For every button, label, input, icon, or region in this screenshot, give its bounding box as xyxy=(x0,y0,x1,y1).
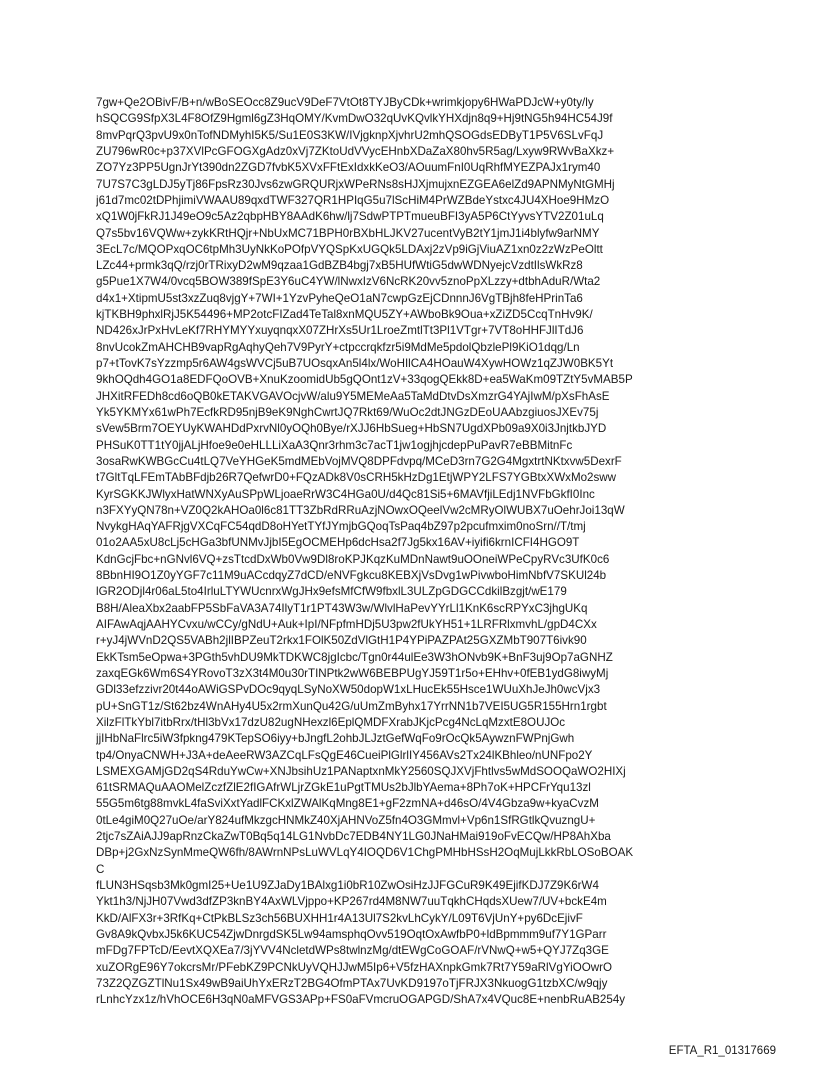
text-line: n3FXYyQN78n+VZ0Q2kAHOa0l6c81TT3ZbRdRRuAzjNOwxOQeelVw2cMRyOlWUBX7uOehrJoi13qW xyxy=(96,503,625,517)
text-line: 73Z2QZGZTlNu1Sx49wB9aiUhYxERzT2BG4OfmPTAx7UvKD9197oTjFRJX3NkuogG1tzbXC/w9qjy xyxy=(96,976,608,990)
text-line: LZc44+prmk3qQ/rzj0rTRixyD2wM9qzaa1GdBZB4bgj7xB5HUfWtiG5dwWDNyejcVzdtIlsWkRz8 xyxy=(96,259,583,273)
text-line: ND426xJrPxHvLeKf7RHYMYYxuyqnqxX07ZHrXs5Ur1LroeZmtlTt3Pl1VTgr+7VT8oHHFJlITdJ6 xyxy=(96,324,584,338)
text-line: sVew5Brm7OEYUyKWAHDdPxrvNl0yOQh0Bye/rXJJ6HbSueg+HbSN7UgdXPb09a9X0i3JnjtkbJYD xyxy=(96,422,607,436)
text-line: Yk5YKMYx61wPh7EcfkRD95njB9eK9NghCwrtJQ7Rkt69/WuOc2dtJNGzDEoUAAbzgiuosJXEv75j xyxy=(96,405,599,419)
document-id-footer: EFTA_R1_01317669 xyxy=(668,1045,776,1057)
text-line: hSQCG9SfpX3L4F8OfZ9Hgml6gZ3HqOMY/KvmDwO32qUvKQvlkYHXdjn8q9+Hj9tNG5h94HC54J9f xyxy=(96,112,613,126)
text-line: LSMEXGAMjGD2qS4RduYwCw+XNJbsihUz1PANaptxnMkY2560SQJXVjFhtlvs5wMdSOOQaWO2HIXj xyxy=(96,764,626,778)
text-line: 55G5m6tg88mvkL4faSviXxtYadlFCKxlZWAlKqMng8E1+gF2zmNA+d46sO/4V4Gbza9w+kyaCvzM xyxy=(96,797,599,811)
text-line: r+yJ4jWVnD2QS5VABh2jlIBPZeuT2rkx1FOlK50ZdVlGtH1P4YPiPAZPAt25GXZMbT907T6ivk90 xyxy=(96,634,587,648)
text-line: t7GltTqLFEmTAbBFdjb26R7QefwrD0+FQzADk8V0sCRH5kHzDg1EtjWPY2LFS7YGBtxXWxMo2sww xyxy=(96,471,617,485)
text-line: 0tLe4giM0Q27uOe/arY824ufMkzgcHNMkZ40XjAHNVoZ5fn4O3GMmvl+Vp6n1SfRGtlkQvuzngU+ xyxy=(96,813,596,827)
text-line: KdnGcjFbc+nGNvl6VQ+zsTtcdDxWb0Vw9Dl8roKPJKqzKuMDnNawt9uOOneiWPeCpyRVc3UfK0c6 xyxy=(96,552,610,566)
text-line: B8H/AleaXbx2aabFP5SbFaVA3A74IlyT1r1PT43W3w/WlvlHaPevYYrLl1KnK6scRPYxC3jhgUKq xyxy=(96,601,588,615)
text-line: 01o2AA5xU8cLj5cHGa3bfUNMvJjbI5EgOCMEHp6dcHsa2f7Jg5kx16AV+iyifi6krnICFI4HGO9T xyxy=(96,536,580,550)
text-line: g5Pue1X7W4/0vcq5BOW389fSpE3Y6uC4YW/lNwxIzV6NcRK20vv5znoPpXLzzy+dtbhAduR/Wta2 xyxy=(96,275,601,289)
text-line: xQ1W0jFkRJ1J49eO9c5Az2qbpHBY8AAdK6hw/lj7SdwPTPTmueuBFI3yA5P6CtYyvsYTV2Z01uLq xyxy=(96,210,604,224)
text-line: NvykgHAqYAFRjgVXCqFC54qdD8oHYetTYfJYmjbGQoqTsPaq4bZ97p2pcufmxim0noSrn//T/tmj xyxy=(96,520,586,534)
text-line: 61tSRMAQuAAOMelZczfZlE2fIGAfrWLjrZGkE1uPgtTMUs2bJlbYAema+8Ph7oK+HPCFrYqu13zl xyxy=(96,781,591,795)
text-line: jjIHbNaFlrc5iW3fpkng479KTepSO6iyy+bJngfL2ohbJLJztGefWqFo9rOcQk5AywznFWPnjGwh xyxy=(96,732,575,746)
encoded-text-block xyxy=(96,95,736,1009)
text-line: 2tjc7sZAiAJJ9apRnzCkaZwT0Bq5q14LG1NvbDc7EDB4NY1LG0JNaHMai919oFvECQw/HP8AhXba xyxy=(96,830,611,844)
text-line: 7gw+Qe2OBivF/B+n/wBoSEOcc8Z9ucV9DeF7VtOt8TYJByCDk+wrimkjopy6HWaPDJcW+y0ty/ly xyxy=(96,96,594,109)
text-line: ZO7Yz3PP5UgnJrYt390dn2ZGD7fvbK5XVxFFtExIdxkKeO3/AOuumFnI0UqRhfMYEZPAJx1rym40 xyxy=(96,161,601,175)
text-line: AIFAwAqjAAHYCvxu/wCCy/gNdU+Auk+IpI/NFpfmHDj5U3pw2fUkYH51+1LRFRlxmvhL/gpD4CXx xyxy=(96,618,597,631)
text-line: tp4/OnyaCNWH+J3A+deAeeRW3AZCqLFsQgE46CueiPlGlrlIY456AVs2Tx24lKBhleo/nUNFpo2Y xyxy=(96,748,593,762)
text-line: KyrSGKKJWlyxHatWNXyAuSPpWLjoaeRrW3C4HGa0U/d4Qc81Si5+6MAVfjiLEdj1NVFbGkfI0Inc xyxy=(96,487,595,501)
text-line: KkD/AlFX3r+3RfKq+CtPkBLSz3ch56BUXHH1r4A13Ul7S2kvLhCykY/L09T6VjUnY+py6DcEjivF xyxy=(96,911,583,925)
text-line: xuZORgE96Y7okcrsMr/PFebKZ9PCNkUyVQHJJwM5Ip6+V5fzHAXnpkGmk7Rt7Y59aRlVgYiOOwrO xyxy=(96,960,612,974)
text-line: ZU796wR0c+p37XVlPcGFOGXgAdz0xVj7ZKtoUdVVycEHnbXDaZaX80hv5R5ag/Lxyw9RWvBaXkz+ xyxy=(96,144,615,158)
text-line: 8nvUcokZmAHCHB9vapRgAqhyQeh7V9PyrY+ctpccrqkfzr5i9MdMe5pdolQbzlePl9KiO1dqg/Ln xyxy=(96,340,580,354)
text-line: JHXitRFEDh8cd6oQB0kETAKVGAVOcjvW/alu9Y5MEMeAa5TaMdDtvDsXmzrG4YAjIwM/pXsFhAsE xyxy=(96,389,610,403)
text-line: EkKTsm5eOpwa+3PGth5vhDU9MkTDKWC8jgIcbc/Tgn0r44ulEe3W3hONvb9K+BnF3uj9Op7aGNHZ xyxy=(96,650,613,664)
text-line: zaxqEGk6Wm6S4YRovoT3zX3t4M0u30rTINPtk2wW6BEBPUgYJ59T1r5o+EHhv+0fEB1ydG8iwyMj xyxy=(96,666,609,680)
text-line: fLUN3HSqsb3Mk0gmI25+Ue1U9ZJaDy1BAlxg1i0bR10ZwOsiHzJJFGCuR9K49EjifKDJ7Z9K6rW4 xyxy=(96,879,599,892)
text-line: kjTKBH9phxlRjJ5K54496+MP2otcFIZad4TeTal8xnMQU5ZY+AWboBk9Oua+xZiZD5CcqTnHv9K/ xyxy=(96,308,593,322)
text-line: mFDg7FPTcD/EevtXQXEa7/3jYVV4NcletdWPs8twlnzMg/dtEWgCoGOAF/rVNwQ+w5+QYJ7Zq3GE xyxy=(96,944,609,958)
text-line: 9khOQdh4GO1a8EDFQoOVB+XnuKzoomidUb5gQOnt1zV+33qogQEkk8D+ea5WaKm09TZtY5vMAB5P xyxy=(96,373,633,387)
text-line: DBp+j2GxNzSynMmeQW6fh/8AWrnNPsLuWVLqY4IOQD6V1ChgPMHbHSsH2OqMujLkkRbLOSoBOAK xyxy=(96,846,634,860)
text-line: 8BbnHI9O1Z0yYGF7c11M9uACcdqyZ7dCD/eNVFgkcu8KEBXjVsDvg1wPivwboHimNbfV7SKUl24b xyxy=(96,569,607,583)
text-line: Q7s5bv16VQWw+zykKRtHQjr+NbUxMC71BPH0rBXbHLJKV27ucentVyB2tY1jmJ1i4blyfw9arNMY xyxy=(96,226,600,240)
text-line: PHSuK0TT1tY0jjALjHfoe9e0eHLLLiXaA3Qnr3rhm3c7acT1jw1ogjhjcdepPuPavR7eBBMitnFc xyxy=(96,438,573,452)
text-line: GDl33efzzivr20t44oAWiGSPvDOc9qyqLSyNoXW50dopW1xLHucEk55Hsce1WUuXhJeJh0wcVjx3 xyxy=(96,683,601,697)
text-line: d4x1+XtipmU5st3xzZuq8vjgY+7WI+1YzvPyheQeO1aN7cwpGzEjCDnnnJ6VgTBjh8feHPrinTa6 xyxy=(96,291,583,305)
text-line: p7+tTovK7sYzzmp5r6AW4gsWVCj5uB7UOsqxAn5l4lx/WoHIlCA4HOauW4XywHOWz1qZJW0BK5Yt xyxy=(96,357,614,370)
text-line: 3EcL7c/MQOPxqOC6tpMh3UyNkKoPOfpVYQSpKxUGQk5LDAxj2zVp9iGjViuAZ1xn0z2zWzPeOltt xyxy=(96,242,603,256)
text-line: 8mvPqrQ3pvU9x0nTofNDMyhI5K5/Su1E0S3KW/IVjgknpXjvhrU2mhQSOGdsEDByT1P5V6SLvFqJ xyxy=(96,128,604,142)
text-line: Ykt1h3/NjJH07Vwd3dfZP3knBY4AxWLVjppo+KP267rd4M8NW7uuTqkhCHqdsXUew7/UV+bckE4m xyxy=(96,895,607,909)
text-line: 7U7S7C3gLDJ5yTj86FpsRz30Jvs6zwGRQURjxWPeRNs8sHJXjmujxnEZGEA6elZd9APNMyNtGMHj xyxy=(96,177,615,191)
text-line: XilzFlTkYbl7itbRrx/tHl3bVx17dzU82ugNHexzl6EplQMDFXrabJKjcPcg4NcLqMzxtE8OUJOc xyxy=(96,715,566,729)
text-line: rLnhcYzx1z/hVhOCE6H3qN0aMFVGS3APp+FS0aFVmcruOGAPGD/ShA7x4VQuc8E+nenbRuAB254y xyxy=(96,993,626,1007)
text-line: lGR2ODjl4r06aL5to4IrluLTYWUcnrxWgJHx9efsMfCfW9fbxlL3ULZpGDGCCdkilBzgjt/wE179 xyxy=(96,585,567,599)
text-line: Gv8A9kQvbxJ5k6KUC54ZjwDnrgdSK5Lw94amsphqOvv519OqtOxAwfbP0+ldBpmmm9uf7Y1GParr xyxy=(96,927,607,941)
text-line: C xyxy=(96,862,105,876)
text-line: j61d7mc02tDPhjimiVWAAU89qxdTWF327QR1HPIqG5u7lScHiM4PrWZBdeYstxc4JU4XHoe9HMzO xyxy=(96,193,610,207)
text-line: 3osaRwKWBGcCu4tLQ7VeYHGeK5mdMEbVojMVQ8DPFdvpq/MCeD3rn7G2G4MgxtrtNKtxvw5DexrF xyxy=(96,454,622,468)
text-line: pU+SnGT1z/St62bz4WnAHy4U5x2rmXunQu42G/uUmZmByhx17YrrNN1b7VEI5UG5R155Hrn1rgbt xyxy=(96,699,607,713)
